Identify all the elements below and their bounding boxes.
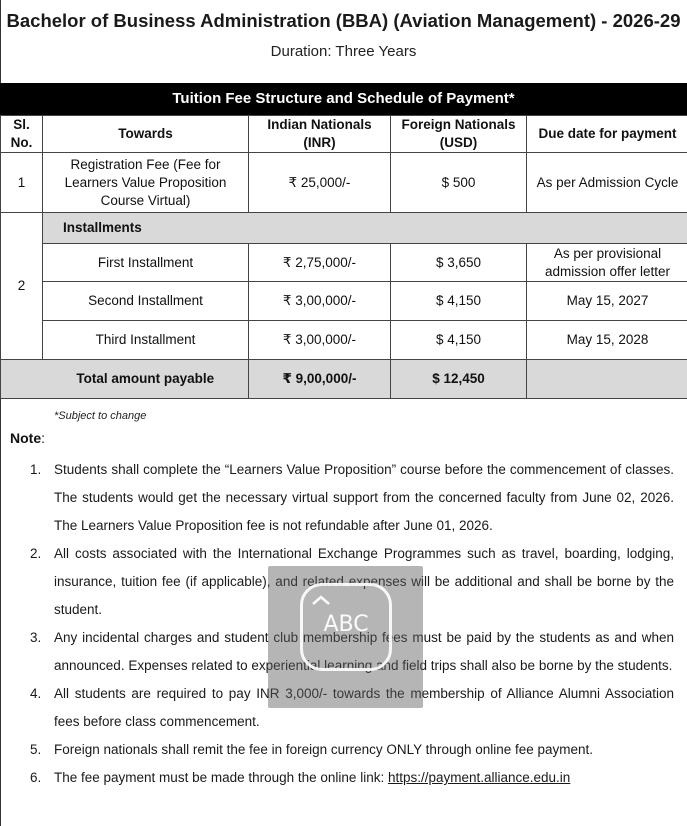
table-row-registration xyxy=(1,153,687,213)
col-header-indian: Indian Nationals (INR) xyxy=(249,116,391,153)
col-header-sl-no: Sl. No. xyxy=(1,116,43,153)
list-item-text: All students are required to pay INR 3,000/- towards the membership of Alliance Alumni Association fees before class commencement. xyxy=(54,686,674,729)
note-label: Note xyxy=(10,430,42,446)
cell-towards: Second Installment xyxy=(43,282,249,321)
cell-total-due-empty xyxy=(527,360,687,399)
list-item-text: Foreign nationals shall remit the fee in foreign currency ONLY through online fee payment. xyxy=(54,742,594,757)
cell-towards: Registration Fee (Fee for Learners Value Proposition Course Virtual) xyxy=(43,153,249,213)
payment-link[interactable]: https://payment.alliance.edu.in xyxy=(387,770,571,785)
list-item-number: 6. xyxy=(30,770,42,785)
col-header-towards: Towards xyxy=(43,116,249,153)
cell-sl: 1 xyxy=(1,153,43,213)
cell-inr: ₹ 25,000/- xyxy=(249,153,391,213)
installments-heading: Installments xyxy=(43,213,687,244)
cell-usd: $ 4,150 xyxy=(391,321,527,360)
cell-inr: ₹ 3,00,000/- xyxy=(249,321,391,360)
list-item-number: 5. xyxy=(30,742,42,757)
cell-usd: $ 4,150 xyxy=(391,282,527,321)
table-banner: Tuition Fee Structure and Schedule of Payment* xyxy=(0,83,687,115)
note-heading: Note: xyxy=(10,430,46,446)
cell-towards: First Installment xyxy=(43,244,249,282)
list-item-number: 3. xyxy=(30,630,42,645)
duration-text: Duration: Three Years xyxy=(270,43,417,60)
table-row xyxy=(1,244,687,282)
list-item-text: All costs associated with the International Exchange Programmes such as travel, boarding, lodging, insurance, tuition fee (if applicable), and related expenses will be additional and shall be borne by the student. xyxy=(54,546,674,617)
cell-sl-empty xyxy=(1,360,43,399)
cell-due: May 15, 2028 xyxy=(527,321,687,360)
table-row-installments-heading xyxy=(1,213,687,244)
cell-usd: $ 500 xyxy=(391,153,527,213)
col-header-foreign: Foreign Nationals (USD) xyxy=(391,116,527,153)
cell-due: May 15, 2027 xyxy=(527,282,687,321)
table-row xyxy=(1,282,687,321)
subject-to-change-footnote: *Subject to change xyxy=(54,410,147,422)
cell-sl: 2 xyxy=(1,213,43,360)
cell-total-inr: ₹ 9,00,000/- xyxy=(249,360,391,399)
page-title: Bachelor of Business Administration (BBA) (Aviation Management) - 2026-29 xyxy=(6,10,681,31)
list-item-text: Any incidental charges and student club membership fees must be paid by the students as and when announced. Expenses related to experiential learning and field trips shall also be borne by the students. xyxy=(54,630,674,673)
cell-usd: $ 3,650 xyxy=(391,244,527,282)
list-item-number: 1. xyxy=(30,462,42,477)
list-item-number: 4. xyxy=(30,686,42,701)
list-item xyxy=(0,456,674,540)
list-item-number: 2. xyxy=(30,546,42,561)
list-item-text: Students shall complete the “Learners Value Proposition” course before the commencement of classes. The students would get the necessary virtual support from the concerned faculty from June 02, 2026. The Learners Value Proposition fee is not refundable after June 01, 2026. xyxy=(54,462,674,533)
cell-towards: Third Installment xyxy=(43,321,249,360)
list-item xyxy=(0,764,674,792)
cell-due: As per Admission Cycle xyxy=(527,153,687,213)
table-row-total xyxy=(1,360,687,399)
text-recognition-label: ABC xyxy=(323,612,369,637)
cell-inr: ₹ 2,75,000/- xyxy=(249,244,391,282)
table-header-row xyxy=(1,116,687,153)
cell-total-usd: $ 12,450 xyxy=(391,360,527,399)
table-row xyxy=(1,321,687,360)
cell-inr: ₹ 3,00,000/- xyxy=(249,282,391,321)
fee-table xyxy=(0,115,687,399)
list-item xyxy=(0,736,674,764)
chevron-up-icon xyxy=(311,595,331,605)
cell-due: As per provisional admission offer letter xyxy=(527,244,687,282)
col-header-due: Due date for payment xyxy=(527,116,687,153)
cell-total-label: Total amount payable xyxy=(43,360,249,399)
list-item-text: The fee payment must be made through the online link: xyxy=(54,770,388,785)
